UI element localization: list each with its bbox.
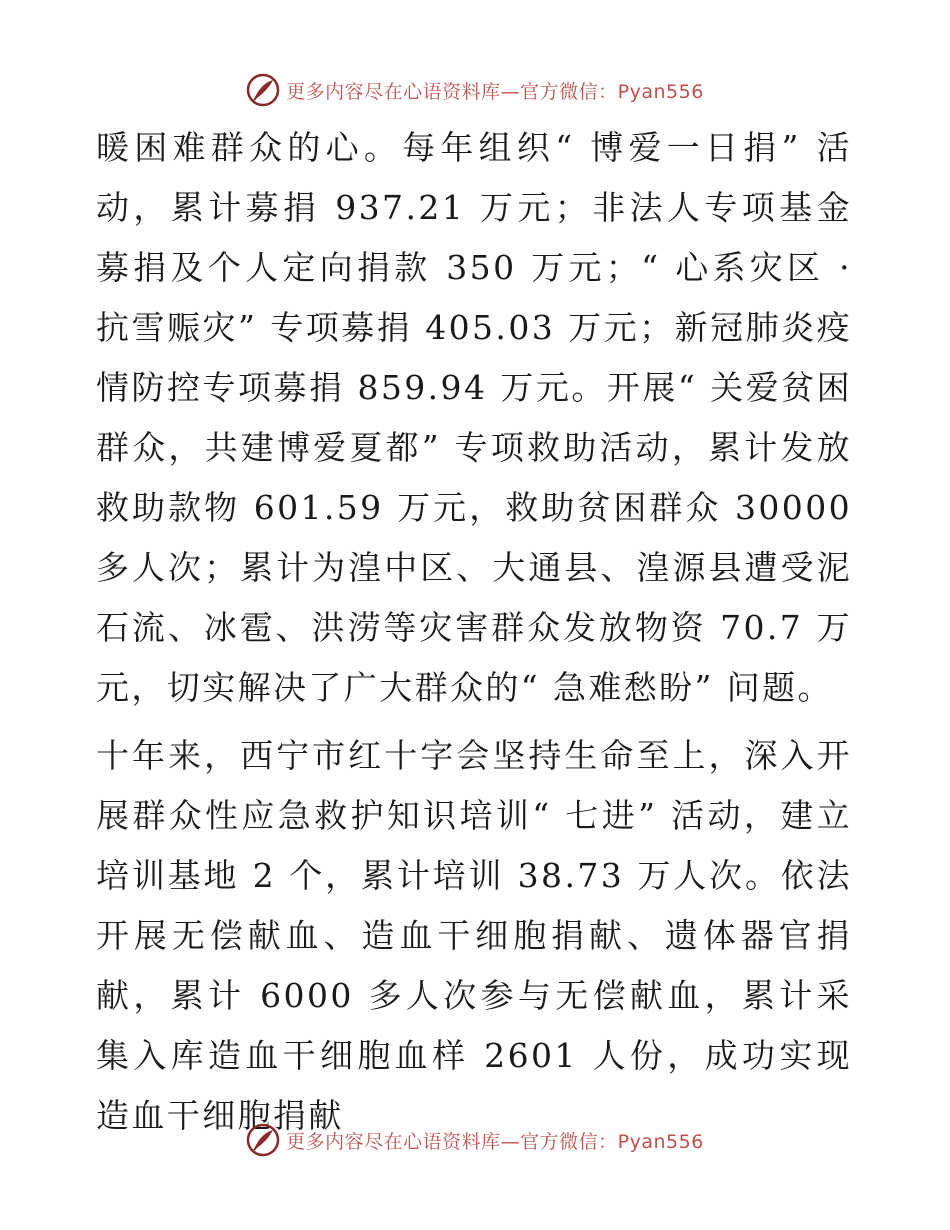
paragraph: 十年来，西宁市红十字会坚持生命至上，深入开展群众性应急救护知识培训“ 七进” 活动，建立培训基地 2 个，累计培训 38.73 万人次。依法开展无偿献血、造血干细胞捐献、遗体器官捐献，累计 6000 多人次参与无偿献血，累计采集入库造血干细胞血样 2601 人份，成功实现造血干细胞捐献 [96, 736, 852, 1135]
header-watermark [0, 70, 950, 110]
quill-logo-icon [246, 1123, 280, 1157]
quill-logo-icon [246, 73, 280, 107]
footer-watermark [0, 1120, 950, 1160]
watermark-text: 更多内容尽在心语资料库—官方微信：Pyan556 [286, 80, 704, 103]
paragraph: 暖困难群众的心。每年组织“ 博爱一日捐” 活动，累计募捐 937.21 万元；非法人专项基金募捐及个人定向捐款 350 万元；“ 心系灾区 · 抗雪赈灾” 专项募捐 405.03 万元；新冠肺炎疫情防控专项募捐 859.94 万元。开展“ 关爱贫困群众，共建博爱夏都” 专项救助活动，累计发放救助款物 601.59 万元，救助贫困群众 30000 多人次；累计为湟中区、大通县、湟源县遭受泥石流、冰雹、洪涝等灾害群众发放物资 70.7 万元，切实解决了广大群众的“ 急难愁盼” 问题。 [96, 128, 852, 707]
watermark-text: 更多内容尽在心语资料库—官方微信：Pyan556 [286, 1130, 704, 1153]
document-body [96, 118, 852, 1146]
